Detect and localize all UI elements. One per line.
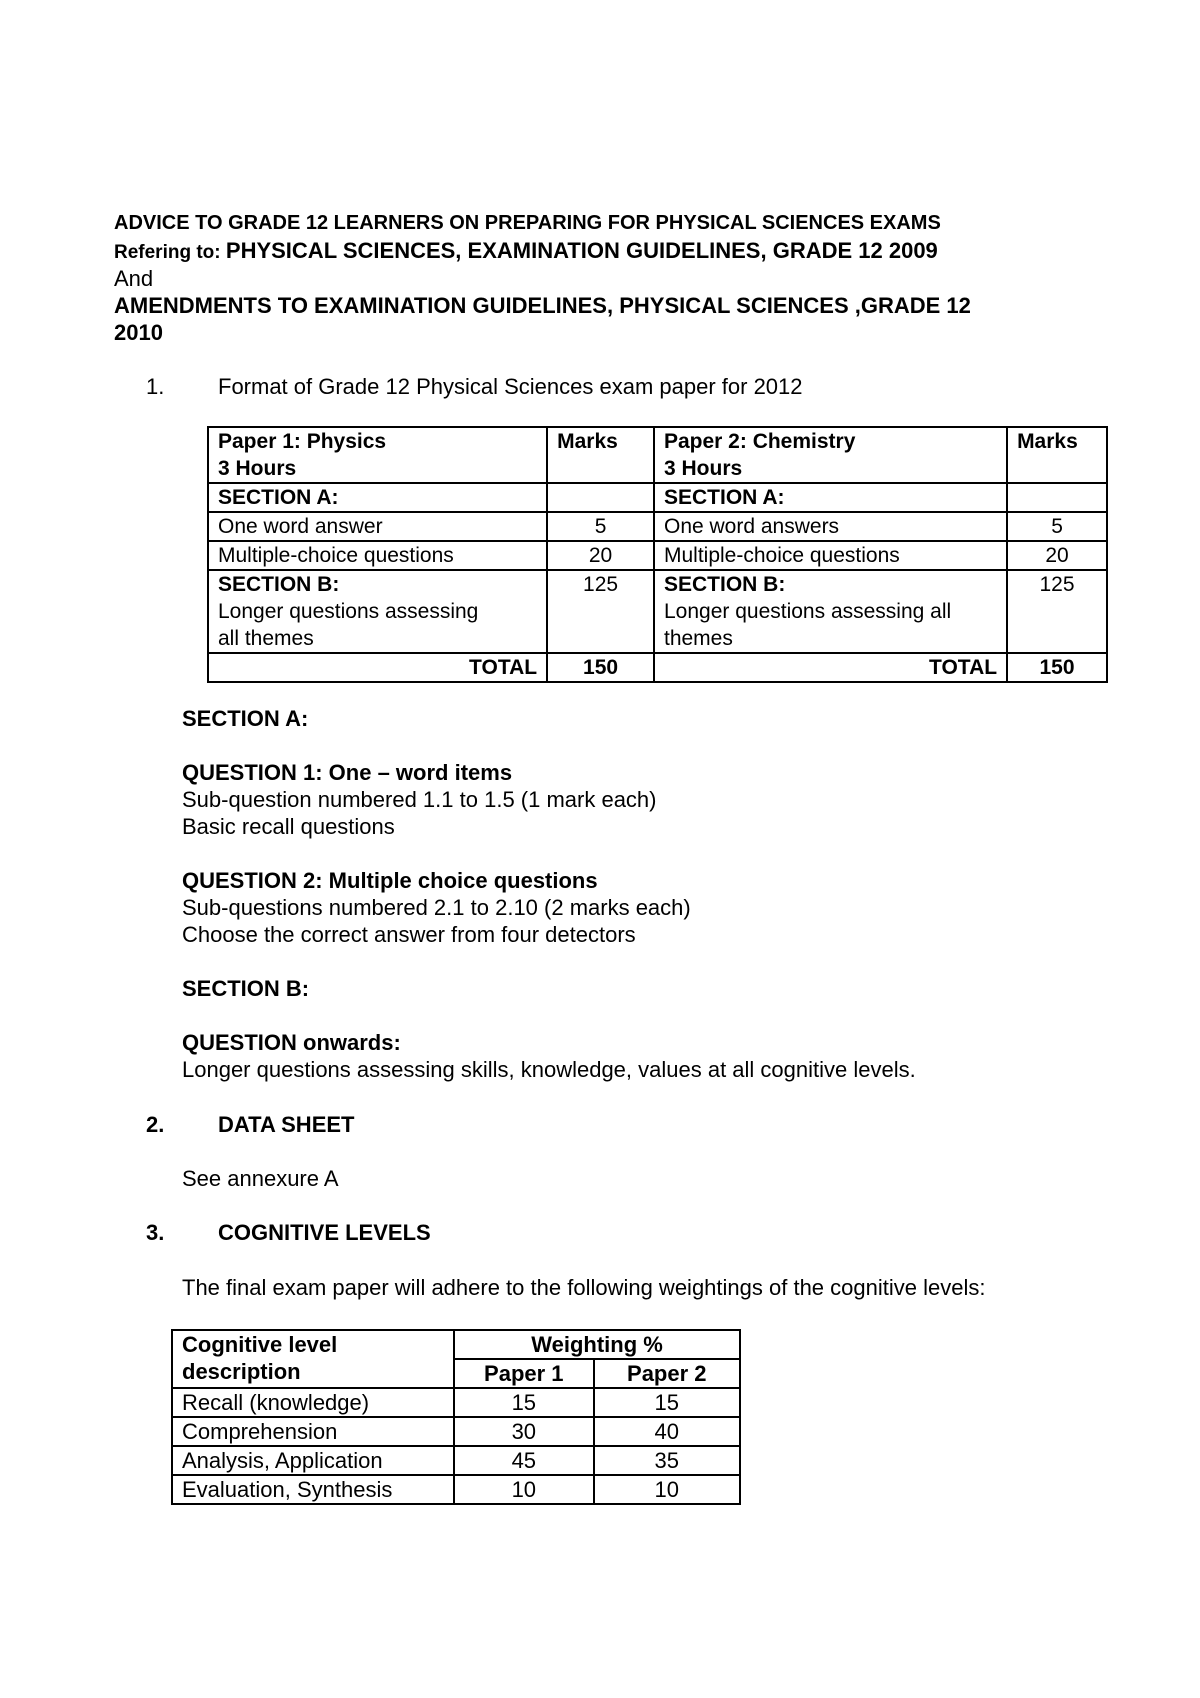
cognitive-desc-header: Cognitive level description	[172, 1330, 454, 1388]
cognitive-label: Analysis, Application	[172, 1446, 454, 1475]
question2-heading: QUESTION 2: Multiple choice questions	[182, 868, 598, 893]
paper2-col-header: Paper 2	[594, 1359, 740, 1388]
total-label-2: TOTAL	[654, 653, 1007, 682]
cognitive-label: Evaluation, Synthesis	[172, 1475, 454, 1504]
paper1-header: Paper 1: Physics 3 Hours	[208, 427, 547, 483]
question1-heading: QUESTION 1: One – word items	[182, 760, 513, 785]
one-word-answer-1: One word answer	[208, 512, 547, 541]
table-row	[208, 570, 1107, 653]
and-conjunction: And	[114, 266, 154, 291]
amendments-year: 2010	[114, 320, 163, 345]
paper1-col-header: Paper 1	[454, 1359, 593, 1388]
section-b-cell-1: SECTION B: Longer questions assessing all themes	[208, 570, 547, 653]
table-row	[172, 1446, 740, 1475]
question1-line1: Sub-question numbered 1.1 to 1.5 (1 mark each)	[182, 787, 657, 812]
mcq-1: Multiple-choice questions	[208, 541, 547, 570]
paper2-weight: 15	[594, 1388, 740, 1417]
table-row	[208, 541, 1107, 570]
one-word-marks-1: 5	[547, 512, 654, 541]
total-value-1: 150	[547, 653, 654, 682]
section-a-heading: SECTION A:	[182, 706, 309, 731]
question-onwards-line1: Longer questions assessing skills, knowledge, values at all cognitive levels.	[182, 1057, 916, 1082]
question-onwards-heading: QUESTION onwards:	[182, 1030, 401, 1055]
section-b-marks-2: 125	[1007, 570, 1107, 653]
reference-line	[114, 238, 938, 264]
marks-header-2: Marks	[1007, 427, 1107, 483]
total-value-2: 150	[1007, 653, 1107, 682]
table-row	[172, 1417, 740, 1446]
empty-cell	[1007, 483, 1107, 512]
cognitive-label: Comprehension	[172, 1417, 454, 1446]
item3-text: The final exam paper will adhere to the following weightings of the cognitive levels:	[182, 1275, 986, 1300]
paper2-weight: 35	[594, 1446, 740, 1475]
table-row	[208, 483, 1107, 512]
marks-header-1: Marks	[547, 427, 654, 483]
paper2-weight: 40	[594, 1417, 740, 1446]
reference-title: PHYSICAL SCIENCES, EXAMINATION GUIDELINES, GRADE 12 2009	[225, 238, 938, 263]
table-header-row	[208, 427, 1107, 483]
cognitive-levels-table	[171, 1329, 741, 1505]
mcq-2: Multiple-choice questions	[654, 541, 1007, 570]
question1-line2: Basic recall questions	[182, 814, 395, 839]
item1-text: Format of Grade 12 Physical Sciences exam paper for 2012	[218, 374, 803, 399]
cognitive-label: Recall (knowledge)	[172, 1388, 454, 1417]
paper1-weight: 15	[454, 1388, 593, 1417]
item3-number: 3.	[146, 1220, 165, 1245]
item3-title: COGNITIVE LEVELS	[218, 1220, 431, 1245]
mcq-marks-1: 20	[547, 541, 654, 570]
paper1-weight: 10	[454, 1475, 593, 1504]
table-row	[172, 1475, 740, 1504]
question2-line2: Choose the correct answer from four detectors	[182, 922, 636, 947]
paper2-weight: 10	[594, 1475, 740, 1504]
question2-line1: Sub-questions numbered 2.1 to 2.10 (2 marks each)	[182, 895, 691, 920]
section-b-heading: SECTION B:	[182, 976, 310, 1001]
table-row	[172, 1388, 740, 1417]
paper1-weight: 30	[454, 1417, 593, 1446]
one-word-answer-2: One word answers	[654, 512, 1007, 541]
one-word-marks-2: 5	[1007, 512, 1107, 541]
table-row	[208, 512, 1107, 541]
weighting-header: Weighting %	[454, 1330, 740, 1359]
item2-text: See annexure A	[182, 1166, 339, 1191]
exam-format-table	[207, 426, 1108, 683]
paper2-header: Paper 2: Chemistry 3 Hours	[654, 427, 1007, 483]
section-a-label-1: SECTION A:	[208, 483, 547, 512]
section-a-label-2: SECTION A:	[654, 483, 1007, 512]
item2-number: 2.	[146, 1112, 165, 1137]
empty-cell	[547, 483, 654, 512]
total-label-1: TOTAL	[208, 653, 547, 682]
item1-number: 1.	[146, 374, 165, 399]
amendments-title: AMENDMENTS TO EXAMINATION GUIDELINES, PHYSICAL SCIENCES ,GRADE 12	[114, 293, 971, 318]
reference-prefix: Refering to:	[114, 242, 226, 263]
paper1-weight: 45	[454, 1446, 593, 1475]
table-header-row	[172, 1330, 740, 1359]
item2-title: DATA SHEET	[218, 1112, 355, 1137]
section-b-marks-1: 125	[547, 570, 654, 653]
document-title: ADVICE TO GRADE 12 LEARNERS ON PREPARING FOR PHYSICAL SCIENCES EXAMS	[114, 212, 941, 234]
mcq-marks-2: 20	[1007, 541, 1107, 570]
total-row	[208, 653, 1107, 682]
section-b-cell-2: SECTION B: Longer questions assessing all themes	[654, 570, 1007, 653]
